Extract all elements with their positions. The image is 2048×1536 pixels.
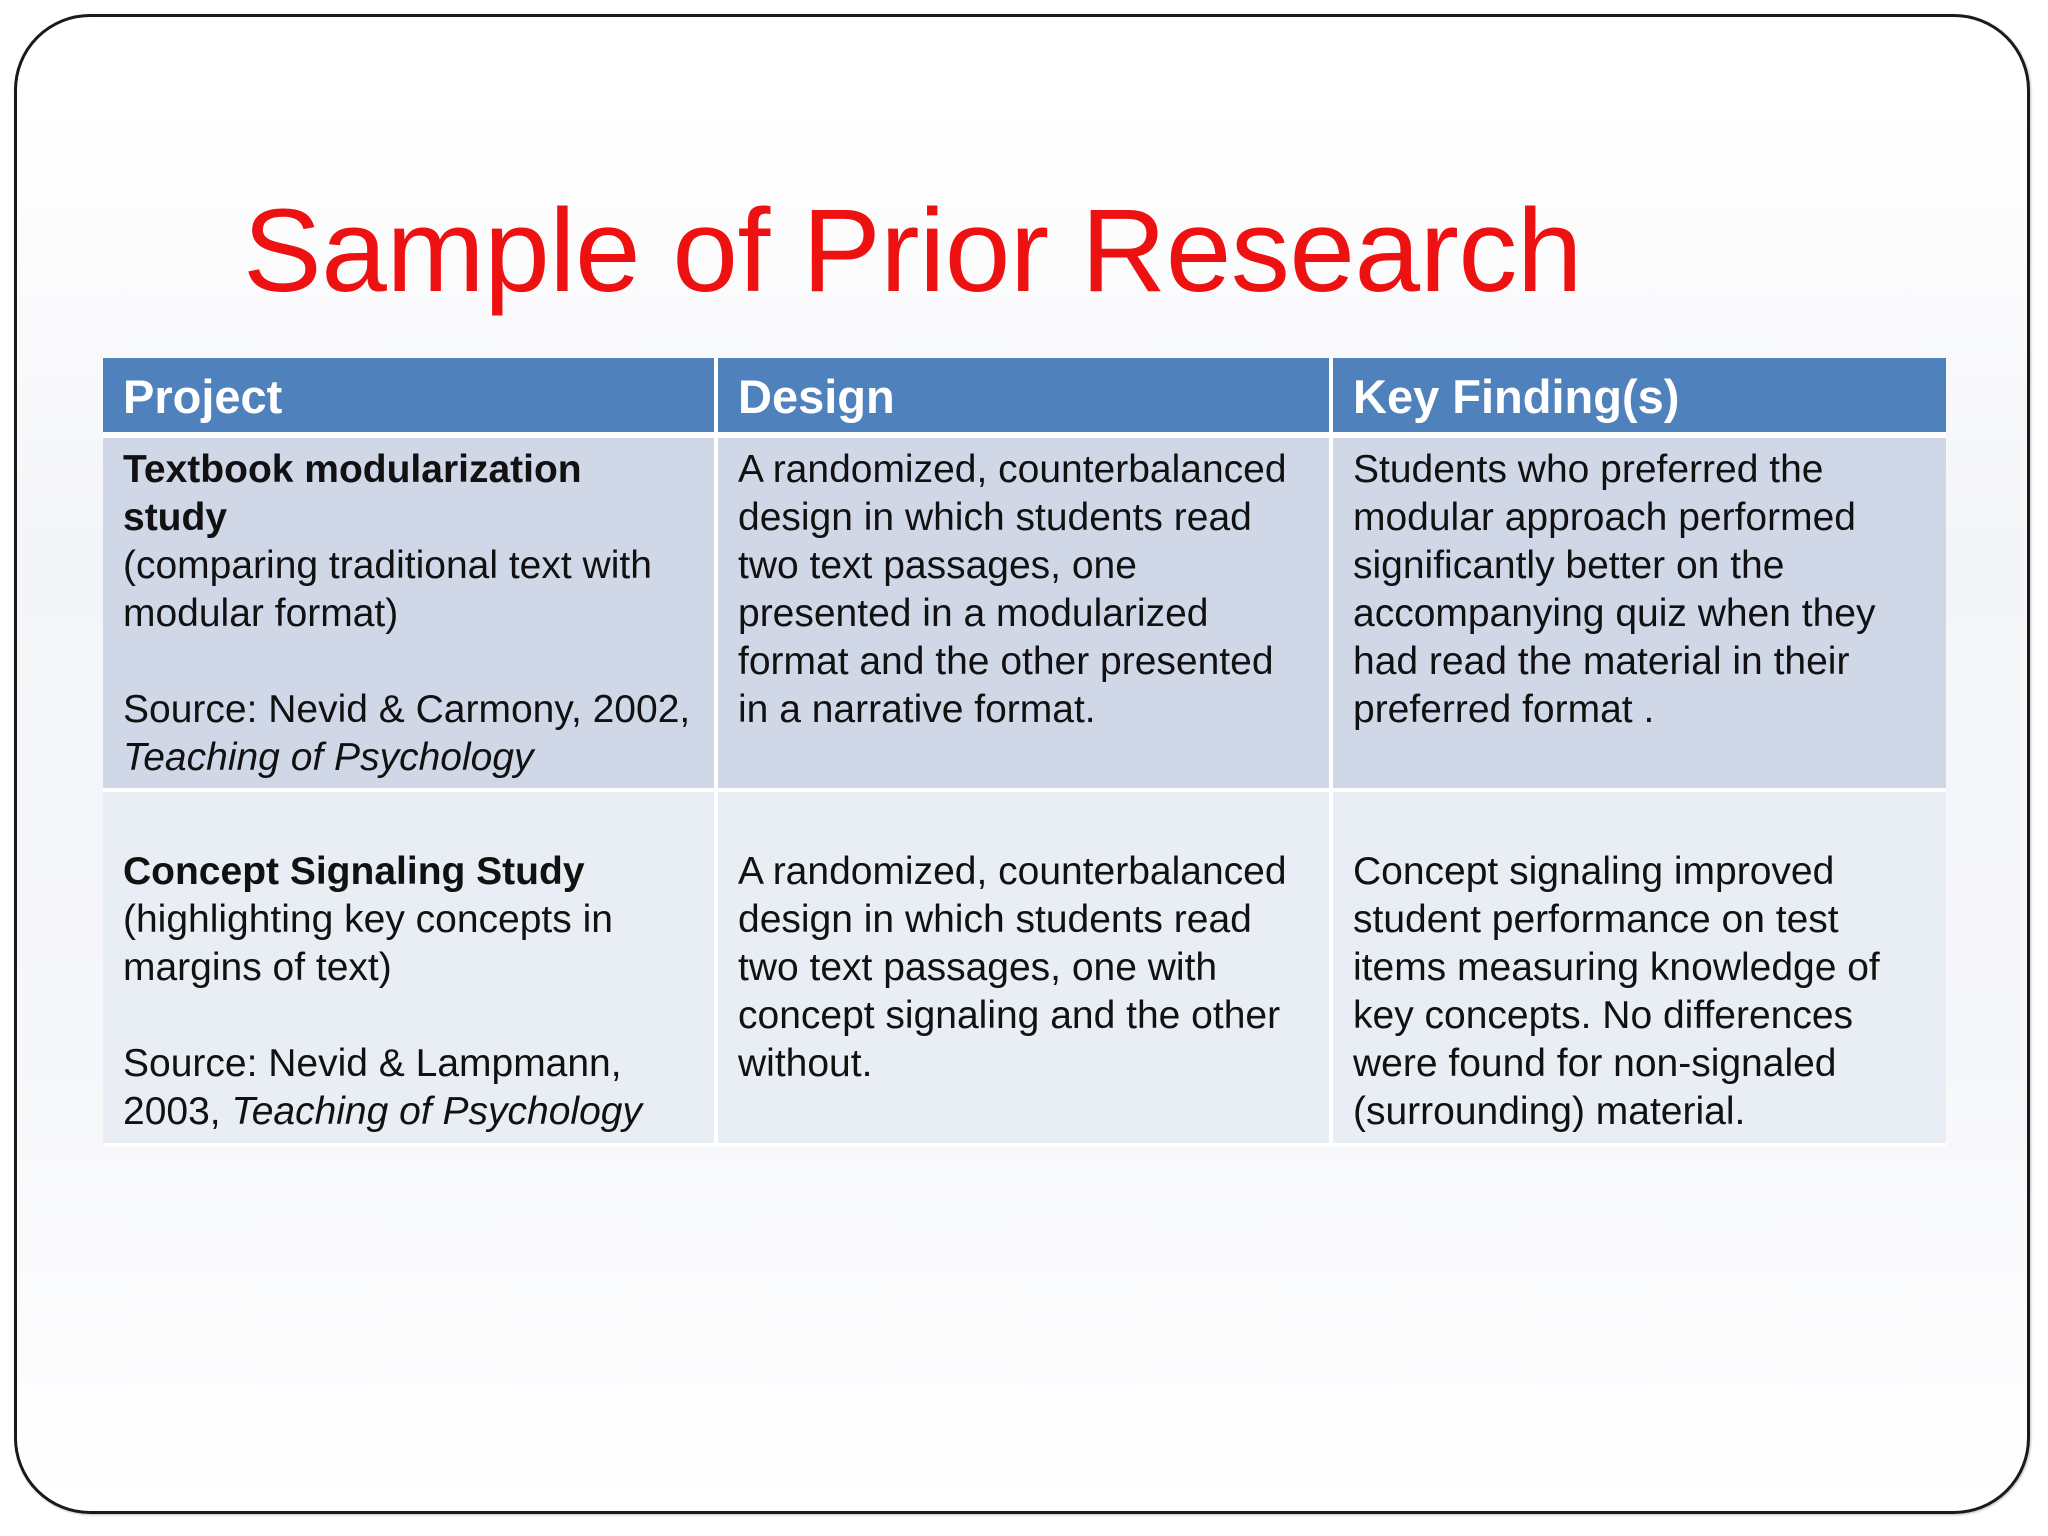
- finding-cell: Concept signaling improved student performance on test items measuring knowledge of key concepts. No differences were found for non-signaled (surrounding) material.: [1333, 792, 1946, 1147]
- finding-cell: Students who preferred the modular approach performed significantly better on the accompanying quiz when they had read the material in their preferred format .: [1333, 438, 1946, 792]
- project-source-journal: Teaching of Psychology: [123, 736, 534, 779]
- table-header-row: [103, 358, 1946, 438]
- project-source: Source: Nevid & Carmony, 2002,: [123, 688, 691, 731]
- project-description: (highlighting key concepts in margins of text): [123, 898, 613, 989]
- design-cell: A randomized, counterbalanced design in which students read two text passages, one with concept signaling and the other without.: [718, 792, 1333, 1147]
- design-cell: A randomized, counterbalanced design in which students read two text passages, one presented in a modularized format and the other presented in a narrative format.: [718, 438, 1333, 792]
- header-design: Design: [718, 358, 1333, 438]
- table-row: [103, 792, 1946, 1147]
- spacer: [123, 992, 694, 1040]
- research-table: [103, 358, 1946, 1147]
- project-source: Source: Nevid & Lampmann, 2003,: [123, 1042, 622, 1133]
- header-project: Project: [103, 358, 718, 438]
- project-source-journal: Teaching of Psychology: [231, 1090, 642, 1133]
- header-key-findings: Key Finding(s): [1333, 358, 1946, 438]
- spacer: [123, 638, 694, 686]
- project-name: Textbook modularization study: [123, 448, 582, 539]
- table-row: [103, 438, 1946, 792]
- slide-title: Sample of Prior Research: [243, 185, 1583, 317]
- project-name: Concept Signaling Study: [123, 850, 585, 893]
- project-cell: [103, 792, 718, 1147]
- project-description: (comparing traditional text with modular format): [123, 544, 652, 635]
- project-cell: [103, 438, 718, 792]
